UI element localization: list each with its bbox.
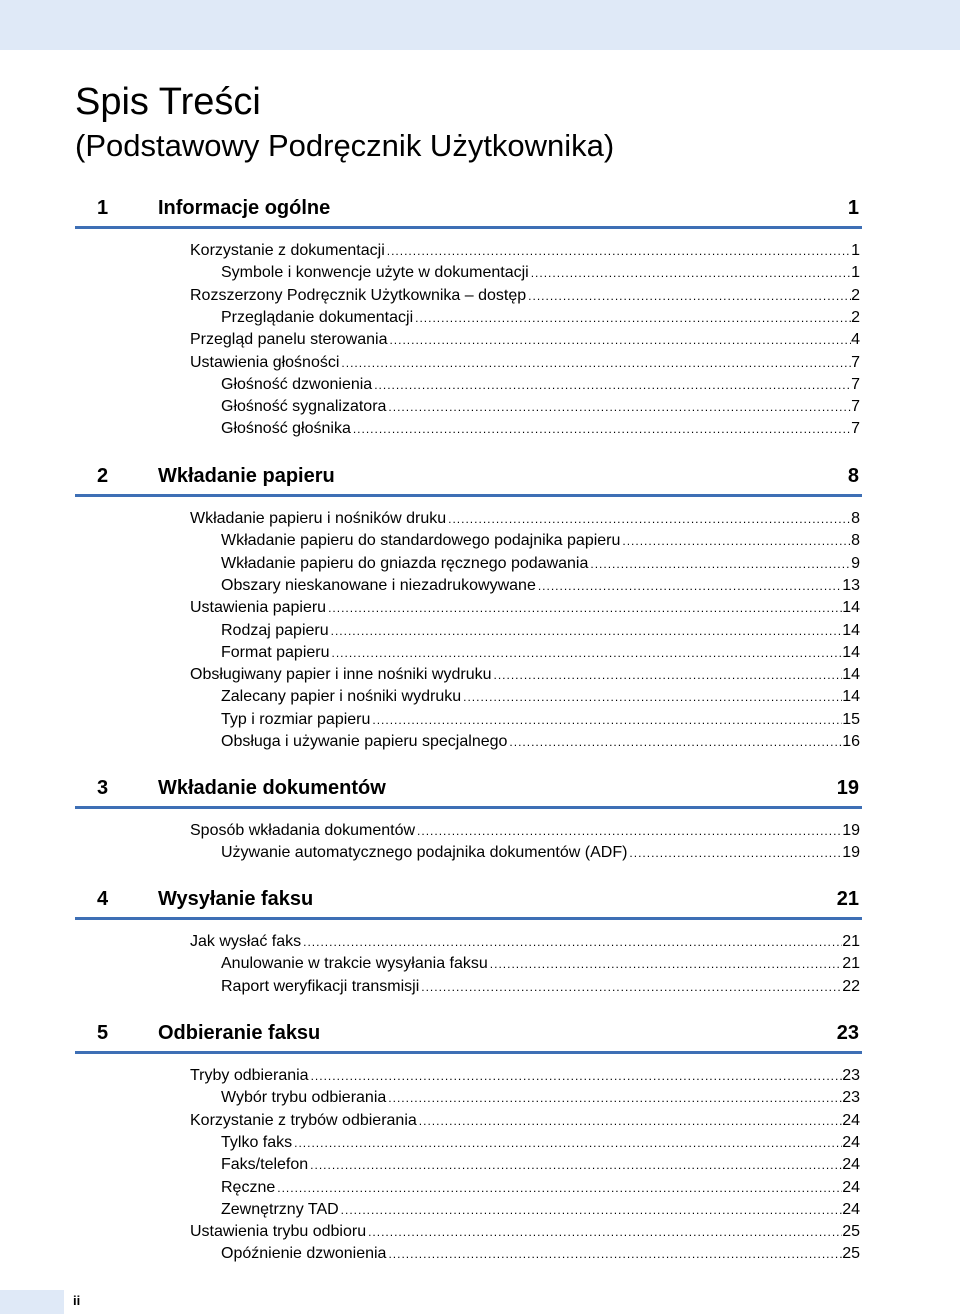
dot-leader [448,508,851,530]
toc-entry-text: Wkładanie papieru do standardowego podajnika papieru [221,532,621,550]
toc-entry-page: 7 [851,398,860,416]
toc-entry[interactable] [190,820,860,842]
toc-entry-page: 14 [842,621,860,639]
chapter-page-number: 19 [836,777,859,799]
chapter-title: Wkładanie papieru [158,465,335,487]
chapter-number: 1 [97,197,109,219]
toc-entry-page: 2 [851,308,860,326]
toc-subentry[interactable] [221,686,860,708]
top-color-band [0,0,960,50]
toc-entry-text: Format papieru [221,643,330,661]
dot-leader [622,530,851,552]
toc-subentry[interactable] [221,1154,860,1176]
toc-entry-text: Ustawienia papieru [190,599,327,617]
chapter-title: Odbieranie faksu [158,1022,321,1044]
chapter-title: Wysyłanie faksu [158,888,314,910]
toc-entry-text: Rodzaj papieru [221,621,329,639]
chapter-heading[interactable] [75,1018,862,1054]
chapter-page-number: 8 [847,465,859,487]
toc-entry-text: Obsługiwany papier i inne nośniki wydruku [190,666,492,684]
toc-entry-text: Wkładanie papieru i nośników druku [190,510,447,527]
toc-entry-page: 24 [842,1111,860,1129]
dot-leader [303,931,842,953]
toc-entry-page: 14 [842,599,860,617]
toc-entry-text: Obsługa i używanie papieru specjalnego [221,733,508,750]
chapter-number: 4 [97,888,109,910]
toc-entry-text: Obszary nieskanowane i niezadrukowywane [221,576,536,594]
toc-subentry[interactable] [221,1087,860,1109]
toc-entry-page: 24 [842,1133,860,1151]
toc-entry-text: Głośność dzwonienia [221,375,373,393]
dot-leader [331,620,843,642]
chapter-heading[interactable] [75,773,862,809]
toc-entry-text: Jak wysłać faks [190,933,302,950]
toc-entry-page: 2 [851,286,860,304]
toc-entry[interactable] [190,597,860,619]
dot-leader [341,1199,843,1221]
toc-entry-page: 25 [842,1223,860,1241]
toc-subentry[interactable] [221,731,860,753]
toc-subentry[interactable] [221,262,860,284]
toc-entry-text: Korzystanie z dokumentacji [190,242,385,259]
toc-subentry[interactable] [221,1177,860,1199]
toc-entry-page: 14 [842,688,860,706]
dot-leader [388,1243,842,1265]
toc-entry-page: 1 [851,264,860,282]
dot-leader [341,352,851,374]
dot-leader [311,1065,843,1087]
toc-entry-page: 24 [842,1156,860,1174]
toc-entry-page: 16 [842,733,860,750]
dot-leader [387,240,851,262]
toc-subentry[interactable] [221,953,860,975]
toc-subentry[interactable] [221,553,860,575]
toc-entry-text: Sposób wkładania dokumentów [190,822,416,839]
toc-entry-page: 21 [842,955,860,973]
toc-entry-text: Symbole i konwencje użyte w dokumentacji [221,264,529,282]
toc-entry-page: 21 [842,933,860,950]
toc-entry-text: Ustawienia głośności [190,353,340,371]
toc-entry[interactable] [190,931,860,953]
toc-subentry[interactable] [221,709,860,731]
dot-leader [629,842,842,864]
toc-subentry[interactable] [221,530,860,552]
toc-entry-page: 8 [851,510,860,527]
chapter-title: Informacje ogólne [158,197,331,219]
dot-leader [509,731,842,753]
toc-entry[interactable] [190,664,860,686]
chapter-page-number: 21 [836,888,859,910]
dot-leader [374,374,851,396]
dot-leader [531,262,851,284]
toc-subentry[interactable] [221,842,860,864]
toc-subentry[interactable] [221,418,860,440]
toc-entry-text: Raport weryfikacji transmisji [221,977,420,995]
toc-entry-text: Głośność głośnika [221,420,351,438]
dot-leader [538,575,842,597]
chapter-page-number: 1 [847,197,859,219]
dot-leader [528,285,851,307]
toc-subentry[interactable] [221,374,860,396]
dot-leader [415,307,851,329]
chapter-heading[interactable] [75,884,862,920]
toc-entry-text: Ręczne [221,1178,276,1196]
toc-entry-page: 23 [842,1067,860,1084]
toc-entry[interactable] [190,352,860,374]
toc-entry[interactable] [190,240,860,262]
toc-entry-page: 24 [842,1178,860,1196]
page-subtitle: (Podstawowy Podręcznik Użytkownika) [75,128,615,163]
toc-entry-text: Anulowanie w trakcie wysyłania faksu [221,955,488,973]
toc-subentry[interactable] [221,976,860,998]
toc-entry-page: 7 [851,353,860,371]
toc-entry-page: 7 [851,375,860,393]
dot-leader [353,418,851,440]
toc-entry-text: Opóźnienie dzwonienia [221,1245,387,1263]
toc-entry[interactable] [190,1065,860,1087]
toc-subentry[interactable] [221,396,860,418]
toc-entry-page: 4 [851,331,860,349]
toc-entry-page: 15 [842,710,860,728]
dot-leader [310,1154,842,1176]
toc-entry-text: Korzystanie z trybów odbierania [190,1111,417,1129]
toc-entry-page: 19 [842,844,860,862]
footer-page-number: ii [73,1293,81,1308]
dot-leader [294,1132,842,1154]
toc-subentry[interactable] [221,575,860,597]
dot-leader [494,664,843,686]
toc-entry-page: 22 [842,977,860,995]
dot-leader [388,396,851,418]
toc-entry-page: 14 [842,643,860,661]
dot-leader [388,1087,842,1109]
toc-subentry[interactable] [221,620,860,642]
dot-leader [419,1110,842,1132]
chapter-number: 2 [97,465,109,487]
toc-entry-text: Głośność sygnalizatora [221,398,387,416]
dot-leader [590,553,851,575]
toc-entry[interactable] [190,1110,860,1132]
toc-entry-page: 13 [842,576,860,594]
dot-leader [332,642,843,664]
dot-leader [368,1221,842,1243]
chapter-page-number: 23 [836,1022,859,1044]
toc-entry-page: 25 [842,1245,860,1263]
toc-entry-text: Zalecany papier i nośniki wydruku [221,688,462,706]
toc-entry-page: 14 [842,666,860,684]
dot-leader [277,1177,842,1199]
toc-entry-page: 8 [851,532,860,550]
toc-entry-text: Używanie automatycznego podajnika dokumentów (ADF) [221,844,628,862]
toc-entry-page: 7 [851,420,860,438]
toc-entry-page: 19 [842,822,860,839]
dot-leader [490,953,842,975]
toc-subentry[interactable] [221,642,860,664]
toc-subentry[interactable] [221,1132,860,1154]
page-title: Spis Treści [75,81,261,123]
toc-entry-text: Ustawienia trybu odbioru [190,1223,367,1241]
toc-entry-text: Tryby odbierania [190,1067,309,1084]
dot-leader [417,820,842,842]
toc-entry-page: 24 [842,1200,860,1218]
toc-subentry[interactable] [221,1243,860,1265]
dot-leader [389,329,851,351]
toc-entry-text: Przeglądanie dokumentacji [221,308,414,326]
dot-leader [421,976,842,998]
toc-entry-text: Zewnętrzny TAD [221,1200,339,1218]
toc-entry-page: 23 [842,1089,860,1107]
toc-entry[interactable] [190,1221,860,1243]
chapter-number: 5 [97,1022,109,1044]
toc-entry-text: Faks/telefon [221,1156,309,1174]
toc-subentry[interactable] [221,307,860,329]
chapter-number: 3 [97,777,109,799]
toc-entry-page: 1 [851,242,860,259]
chapter-heading[interactable] [75,461,862,497]
chapter-title: Wkładanie dokumentów [158,777,386,799]
toc-entry-text: Tylko faks [221,1133,293,1151]
toc-entry[interactable] [190,285,860,307]
toc-entry-text: Przegląd panelu sterowania [190,331,388,349]
toc-entry-text: Typ i rozmiar papieru [221,710,371,728]
toc-entry[interactable] [190,329,860,351]
toc-subentry[interactable] [221,1199,860,1221]
toc-entry-text: Wkładanie papieru do gniazda ręcznego podawania [221,554,589,572]
toc-entry[interactable] [190,508,860,530]
dot-leader [463,686,842,708]
dot-leader [372,709,842,731]
dot-leader [328,597,842,619]
footer-color-box [0,1290,64,1314]
chapter-heading[interactable] [75,193,862,229]
toc-entry-text: Wybór trybu odbierania [221,1089,387,1107]
toc-entry-text: Rozszerzony Podręcznik Użytkownika – dostęp [190,286,527,304]
toc-entry-page: 9 [851,554,860,572]
